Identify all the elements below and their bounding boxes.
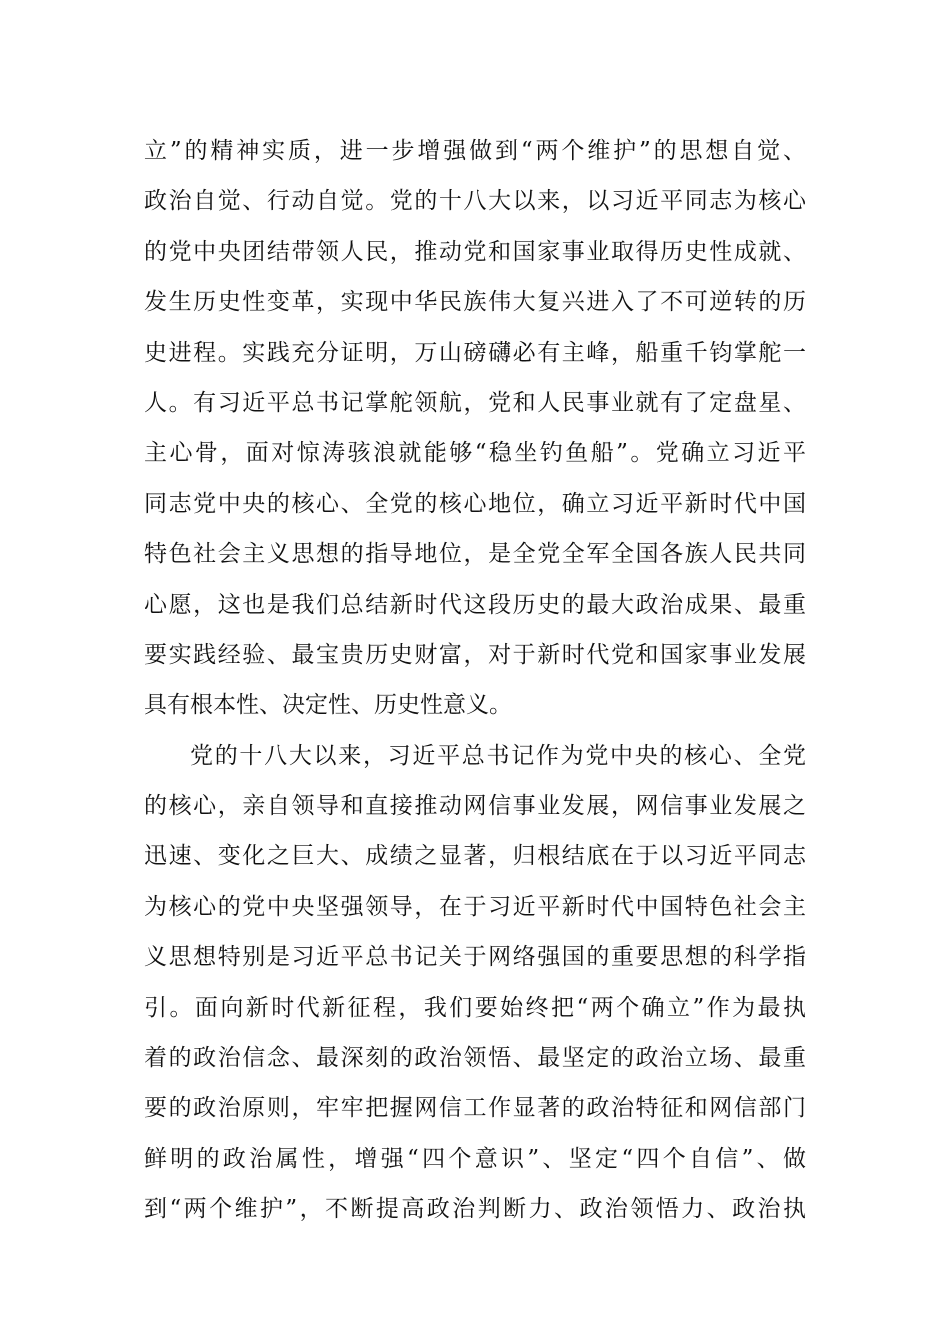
text-line: 要的政治原则，牢牢把握网信工作显著的政治特征和网信部门 [144,1095,806,1122]
text-line: 立”的精神实质，进一步增强做到“两个维护”的思想自觉、 [144,138,806,164]
paragraph-end-line: 具有根本性、决定性、历史性意义。 [144,692,512,719]
text-line: 人。有习近平总书记掌舵领航，党和人民事业就有了定盘星、 [144,389,806,416]
text-line: 的党中央团结带领人民，推动党和国家事业取得历史性成就、 [144,238,806,265]
text-line: 义思想特别是习近平总书记关于网络强国的重要思想的科学指 [144,944,806,971]
text-line: 到“两个维护”，不断提高政治判断力、政治领悟力、政治执 [144,1196,806,1223]
text-line: 心愿，这也是我们总结新时代这段历史的最大政治成果、最重 [144,591,806,618]
paragraph-start-line: 党的十八大以来，习近平总书记作为党中央的核心、全党 [190,742,806,769]
text-line: 特色社会主义思想的指导地位，是全党全军全国各族人民共同 [144,541,806,568]
text-line: 引。面向新时代新征程，我们要始终把“两个确立”作为最执 [144,994,806,1021]
text-line: 同志党中央的核心、全党的核心地位，确立习近平新时代中国 [144,490,806,517]
text-line: 迅速、变化之巨大、成绩之显著，归根结底在于以习近平同志 [144,843,806,870]
text-line: 主心骨，面对惊涛骇浪就能够“稳坐钓鱼船”。党确立习近平 [144,440,806,467]
text-line: 的核心，亲自领导和直接推动网信事业发展，网信事业发展之 [144,793,806,820]
text-line: 史进程。实践充分证明，万山磅礴必有主峰，船重千钧掌舵一 [144,339,806,366]
text-line: 要实践经验、最宝贵历史财富，对于新时代党和国家事业发展 [144,641,806,668]
body-text [144,126,806,1235]
text-line: 鲜明的政治属性，增强“四个意识”、坚定“四个自信”、做 [144,1145,806,1172]
text-line: 发生历史性变革，实现中华民族伟大复兴进入了不可逆转的历 [144,289,806,316]
text-line: 着的政治信念、最深刻的政治领悟、最坚定的政治立场、最重 [144,1045,806,1072]
text-line: 政治自觉、行动自觉。党的十八大以来，以习近平同志为核心 [144,188,806,215]
text-line: 为核心的党中央坚强领导，在于习近平新时代中国特色社会主 [144,893,806,920]
